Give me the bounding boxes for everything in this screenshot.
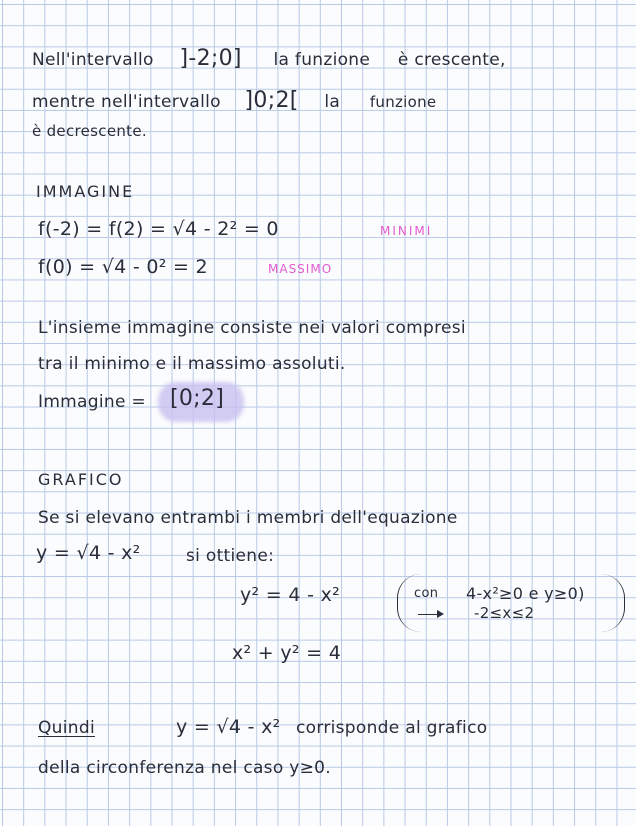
interval-decreasing: ]0;2[ [244, 88, 299, 113]
grafico-text-2: si ottiene: [186, 546, 275, 566]
intro-text-a: Nell'intervallo [32, 50, 154, 70]
intro-line-3: è decrescente. [32, 122, 147, 140]
conclusion-text-c: della circonferenza nel caso y≥0. [38, 758, 331, 778]
intro-line-1 [32, 46, 506, 71]
intro-text-a2: mentre nell'intervallo [32, 92, 221, 112]
heading-grafico: GRAFICO [38, 470, 124, 489]
conclusion-equation: y = √4 - x² [176, 716, 281, 738]
conclusion-text-b: corrisponde al grafico [296, 718, 488, 738]
image-text-1: L'insieme immagine consiste nei valori compresi [38, 318, 466, 338]
intro-text-d2: funzione [369, 93, 437, 111]
image-result-value: [0;2] [170, 386, 225, 411]
interval-increasing: ]-2;0] [179, 46, 242, 71]
maximum-label: MASSIMO [268, 262, 333, 276]
condition-con: con [414, 586, 439, 601]
intro-text-c: la funzione [273, 50, 371, 70]
intro-line-2 [32, 88, 436, 113]
grafico-text-1: Se si elevano entrambi i membri dell'equazione [38, 508, 458, 528]
intro-text-c2: la [324, 92, 341, 112]
arrow-right-icon [418, 614, 442, 615]
minimum-label: MINIMI [380, 224, 433, 238]
heading-immagine: IMMAGINE [36, 182, 135, 201]
grafico-equation-2: y² = 4 - x² [240, 584, 341, 606]
conclusion-quindi: Quindi [38, 718, 95, 738]
circle-equation: x² + y² = 4 [232, 642, 342, 664]
condition-parentheses [397, 574, 625, 632]
condition-domain: -2≤x≤2 [474, 604, 535, 622]
maximum-equation: f(0) = √4 - 0² = 2 [38, 256, 208, 278]
grafico-equation-1: y = √4 - x² [36, 542, 141, 564]
minimum-equation: f(-2) = f(2) = √4 - 2² = 0 [38, 218, 279, 240]
intro-text-d: è crescente, [397, 50, 506, 70]
image-text-2: tra il minimo e il massimo assoluti. [38, 354, 346, 374]
image-result-label: Immagine = [38, 392, 146, 412]
condition-inequality: 4-x²≥0 e y≥0) [466, 584, 585, 603]
